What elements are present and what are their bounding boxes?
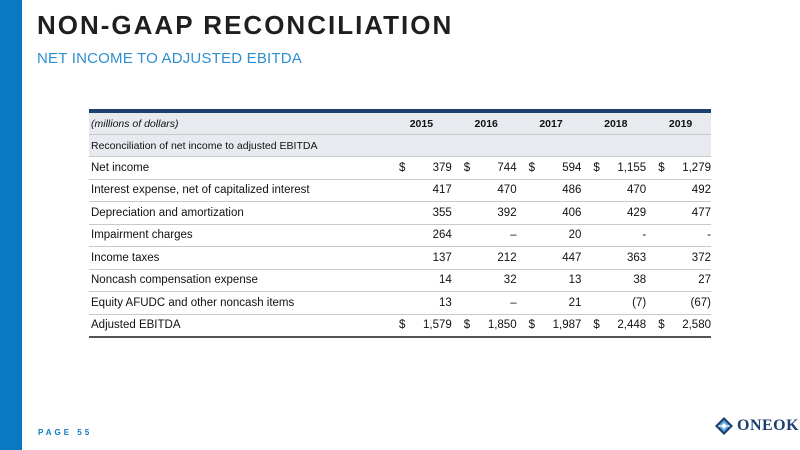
cell-value: 13 xyxy=(439,296,452,309)
value-cell xyxy=(648,315,713,337)
currency-symbol: $ xyxy=(593,319,600,332)
cell-value: 14 xyxy=(439,274,452,287)
table-row xyxy=(89,180,711,203)
currency-symbol: $ xyxy=(528,319,535,332)
reconciliation-table xyxy=(89,109,711,338)
value-cell xyxy=(583,157,648,179)
cell-value: 20 xyxy=(568,229,582,242)
value-cell xyxy=(583,247,648,269)
section-header-row xyxy=(89,135,711,157)
value-cell xyxy=(648,202,713,224)
cell-value: 470 xyxy=(627,184,647,197)
value-cell xyxy=(648,270,713,292)
table-row xyxy=(89,270,711,293)
value-cell xyxy=(454,315,519,337)
year-header: 2017 xyxy=(539,117,563,130)
value-cell xyxy=(454,292,519,314)
value-cell xyxy=(583,315,648,337)
cell-value: 38 xyxy=(633,274,647,287)
cell-value: 13 xyxy=(568,274,582,287)
currency-symbol: $ xyxy=(658,319,665,332)
year-header: 2019 xyxy=(668,117,693,130)
cell-value: (67) xyxy=(690,296,711,309)
value-cell xyxy=(389,180,454,202)
table-header-row xyxy=(89,113,711,135)
value-cell xyxy=(389,270,454,292)
cell-value: 492 xyxy=(691,184,711,197)
row-label: Net income xyxy=(91,161,150,174)
value-cell xyxy=(389,247,454,269)
cell-value: 32 xyxy=(503,274,517,287)
table-row xyxy=(89,225,711,248)
cell-value: - xyxy=(707,229,711,242)
cell-value: – xyxy=(510,229,517,242)
value-cell xyxy=(519,225,584,247)
year-header: 2018 xyxy=(604,117,628,130)
value-cell xyxy=(519,157,584,179)
value-cell xyxy=(519,315,584,337)
cell-value: 379 xyxy=(432,161,452,174)
page-subtitle: NET INCOME TO ADJUSTED EBITDA xyxy=(37,50,303,67)
cell-value: 406 xyxy=(562,206,582,219)
currency-symbol: $ xyxy=(528,161,535,174)
currency-symbol: $ xyxy=(399,319,406,332)
value-cell xyxy=(454,157,519,179)
value-cell xyxy=(648,247,713,269)
value-cell xyxy=(454,180,519,202)
page-title: NON-GAAP RECONCILIATION xyxy=(37,10,454,40)
oneok-logo xyxy=(714,416,799,436)
value-cell xyxy=(389,157,454,179)
cell-value: 2,580 xyxy=(682,319,711,332)
row-label: Impairment charges xyxy=(91,229,193,242)
row-label: Adjusted EBITDA xyxy=(91,319,181,332)
value-cell xyxy=(648,157,713,179)
cell-value: (7) xyxy=(632,296,647,309)
value-cell xyxy=(583,292,648,314)
currency-symbol: $ xyxy=(593,161,600,174)
currency-symbol: $ xyxy=(399,161,406,174)
cell-value: 594 xyxy=(562,161,582,174)
table-row xyxy=(89,157,711,180)
value-cell xyxy=(519,270,584,292)
value-cell xyxy=(648,292,713,314)
value-cell xyxy=(583,180,648,202)
row-label: Interest expense, net of capitalized interest xyxy=(91,184,310,197)
table-row xyxy=(89,202,711,225)
cell-value: 372 xyxy=(691,251,711,264)
value-cell xyxy=(454,247,519,269)
oneok-diamond-icon xyxy=(714,416,734,436)
cell-value: 137 xyxy=(432,251,452,264)
page-number: PAGE 55 xyxy=(38,428,93,437)
value-cell xyxy=(389,202,454,224)
row-label: Equity AFUDC and other noncash items xyxy=(91,296,295,309)
cell-value: 1,579 xyxy=(423,319,452,332)
cell-value: 212 xyxy=(497,251,517,264)
currency-symbol: $ xyxy=(658,161,665,174)
value-cell xyxy=(583,202,648,224)
row-label: Depreciation and amortization xyxy=(91,206,244,219)
left-accent-bar xyxy=(0,0,22,450)
year-header: 2015 xyxy=(409,117,434,130)
cell-value: 1,279 xyxy=(682,161,711,174)
logo-text: ONEOK xyxy=(737,417,800,434)
value-cell xyxy=(648,180,713,202)
cell-value: 429 xyxy=(627,206,647,219)
cell-value: 1,155 xyxy=(617,161,647,174)
cell-value: 1,987 xyxy=(552,319,582,332)
cell-value: 2,448 xyxy=(617,319,647,332)
cell-value: 486 xyxy=(562,184,582,197)
cell-value: 27 xyxy=(698,274,711,287)
cell-value: 470 xyxy=(497,184,517,197)
value-cell xyxy=(648,225,713,247)
cell-value: 363 xyxy=(627,251,647,264)
currency-symbol: $ xyxy=(463,161,471,174)
value-cell xyxy=(519,180,584,202)
table-row xyxy=(89,247,711,270)
value-cell xyxy=(389,292,454,314)
cell-value: 392 xyxy=(497,206,517,219)
cell-value: 477 xyxy=(691,206,711,219)
cell-value: 417 xyxy=(432,184,452,197)
value-cell xyxy=(519,292,584,314)
total-row xyxy=(89,315,711,339)
cell-value: – xyxy=(510,296,517,309)
cell-value: 447 xyxy=(562,251,582,264)
value-cell xyxy=(389,225,454,247)
value-cell xyxy=(583,225,648,247)
value-cell xyxy=(454,225,519,247)
unit-label: (millions of dollars) xyxy=(91,117,179,130)
value-cell xyxy=(389,315,454,337)
value-cell xyxy=(454,270,519,292)
cell-value: 744 xyxy=(497,161,517,174)
cell-value: 355 xyxy=(432,206,452,219)
table-row xyxy=(89,292,711,315)
value-cell xyxy=(519,247,584,269)
cell-value: 21 xyxy=(568,296,582,309)
cell-value: 1,850 xyxy=(487,319,517,332)
row-label: Noncash compensation expense xyxy=(91,274,258,287)
section-label: Reconciliation of net income to adjusted EBITDA xyxy=(91,139,318,152)
value-cell xyxy=(583,270,648,292)
value-cell xyxy=(454,202,519,224)
cell-value: - xyxy=(642,229,647,242)
cell-value: 264 xyxy=(432,229,452,242)
value-cell xyxy=(519,202,584,224)
table-body xyxy=(89,157,711,338)
year-header: 2016 xyxy=(474,117,498,130)
currency-symbol: $ xyxy=(463,319,471,332)
row-label: Income taxes xyxy=(91,251,160,264)
